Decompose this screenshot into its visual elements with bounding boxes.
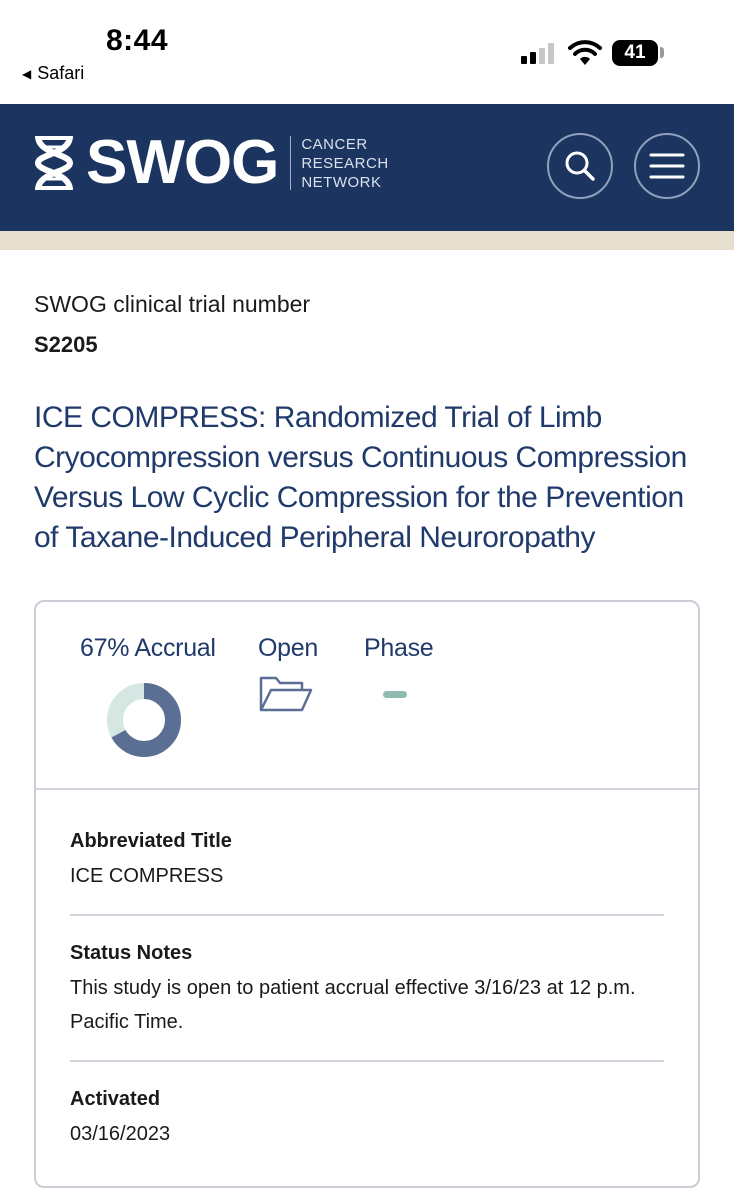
battery-level: 41 (624, 42, 646, 63)
search-icon (562, 148, 598, 184)
trial-number: S2205 (34, 332, 98, 357)
phase-dash-icon (383, 691, 407, 698)
activated-field (70, 1088, 664, 1151)
battery-icon (612, 40, 658, 66)
logo-subtitle-line: CANCER (301, 135, 368, 153)
battery-cap (660, 47, 664, 58)
trial-summary-row (36, 602, 698, 790)
swog-logo[interactable] (32, 128, 389, 197)
phase-label: Phase (364, 634, 434, 662)
status-open-label: Open (258, 634, 318, 662)
divider (70, 1060, 664, 1062)
logo-subtitle (301, 135, 388, 192)
trial-details-card (34, 600, 700, 1188)
activated-value: 03/16/2023 (70, 1123, 171, 1145)
logo-subtitle-line: NETWORK (301, 173, 382, 191)
search-button[interactable] (547, 133, 613, 199)
activated-label: Activated (70, 1088, 161, 1110)
trial-title: ICE COMPRESS: Randomized Trial of Limb Cryocompression versus Continuous Compression Versus Low Cyclic Compression for the Prevention of Taxane-Induced Peripheral Neuroropathy (34, 401, 687, 554)
back-app-label: Safari (37, 63, 85, 83)
accrual-donut-icon (104, 680, 184, 760)
menu-button[interactable] (634, 133, 700, 199)
back-triangle-icon: ◀ (22, 66, 32, 81)
back-to-app-button[interactable] (22, 63, 84, 84)
status-notes-value: This study is open to patient accrual effective 3/16/23 at 12 p.m. Pacific Time. (70, 977, 636, 1033)
logo-divider (290, 136, 291, 190)
logo-wordmark: SWOG (86, 128, 279, 197)
status-bar (0, 0, 734, 104)
cellular-signal-icon (521, 42, 554, 64)
logo-subtitle-line: RESEARCH (301, 154, 389, 172)
abbreviated-title-value: ICE COMPRESS (70, 865, 224, 887)
header-accent-strip (0, 231, 734, 250)
open-folder-icon (258, 674, 314, 714)
hamburger-menu-icon (649, 151, 685, 181)
abbreviated-title-label: Abbreviated Title (70, 830, 232, 852)
status-notes-label: Status Notes (70, 942, 193, 964)
wifi-icon (568, 40, 602, 66)
dna-helix-icon (32, 132, 76, 194)
accrual-label: 67% Accrual (80, 634, 216, 662)
trial-number-label: SWOG clinical trial number (34, 291, 311, 317)
divider (70, 914, 664, 916)
abbreviated-title-field (70, 830, 664, 893)
status-time: 8:44 (106, 24, 169, 57)
status-notes-field (70, 942, 664, 1039)
